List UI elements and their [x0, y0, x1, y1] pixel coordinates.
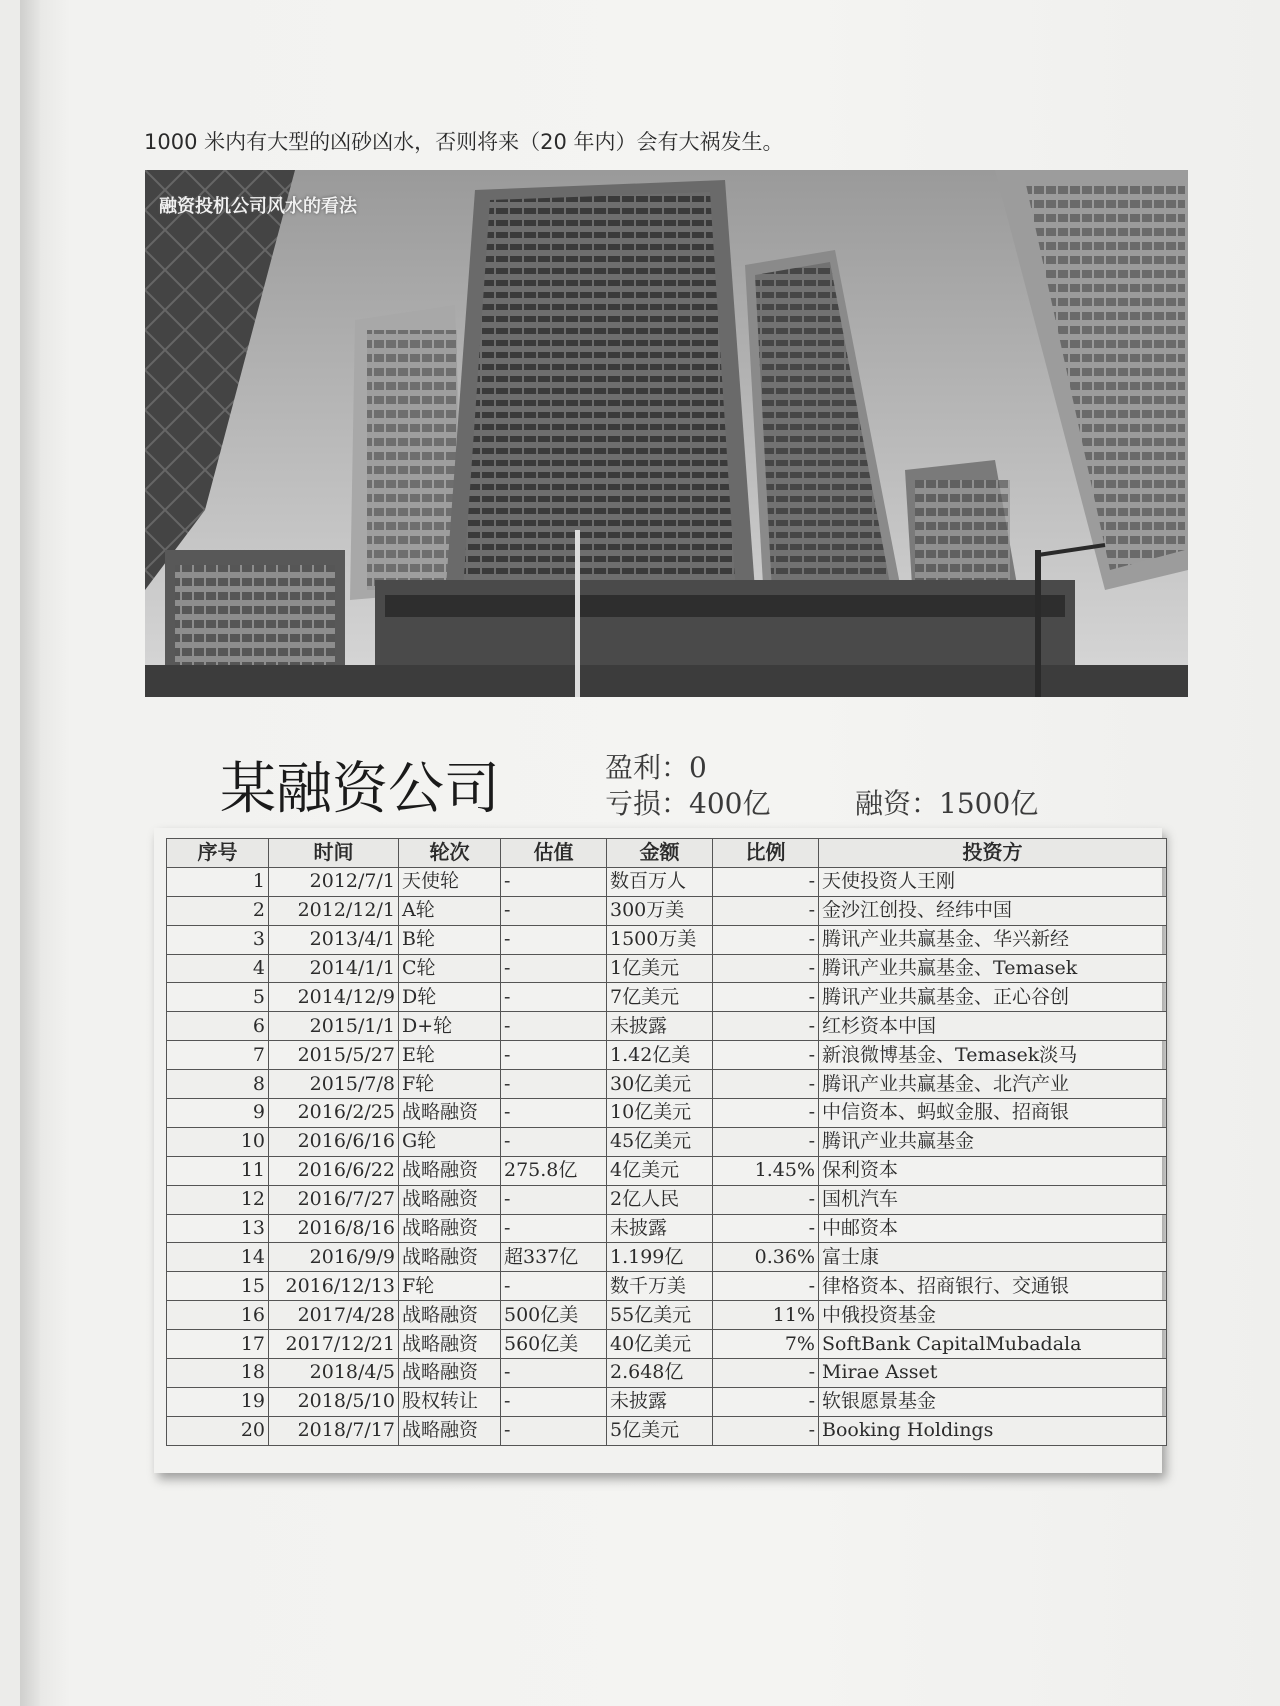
page-binding-shadow [20, 0, 40, 1706]
row-ratio: - [713, 1416, 819, 1445]
company-title: 某融资公司 [220, 757, 500, 822]
row-investors: 天使投资人王刚 [819, 867, 1167, 896]
table-row [167, 1099, 1167, 1128]
row-amount: 1.42亿美 [607, 1041, 713, 1070]
row-investors: 中邮资本 [819, 1214, 1167, 1243]
row-ratio: - [713, 1070, 819, 1099]
row-investors: 金沙江创投、经纬中国 [819, 896, 1167, 925]
row-ratio: - [713, 1387, 819, 1416]
row-number: 4 [167, 954, 269, 983]
row-valuation: - [501, 1272, 607, 1301]
row-round: 战略融资 [399, 1243, 501, 1272]
row-date: 2013/4/1 [269, 925, 399, 954]
row-number: 11 [167, 1156, 269, 1185]
row-investors: SoftBank CapitalMubadala [819, 1330, 1167, 1359]
row-date: 2018/4/5 [269, 1359, 399, 1388]
row-ratio: 0.36% [713, 1243, 819, 1272]
row-amount: 30亿美元 [607, 1070, 713, 1099]
row-investors: 中俄投资基金 [819, 1301, 1167, 1330]
column-header: 比例 [713, 839, 819, 868]
financing-rounds-table-card [154, 828, 1162, 1473]
row-number: 8 [167, 1070, 269, 1099]
row-ratio: - [713, 954, 819, 983]
row-valuation: - [501, 954, 607, 983]
row-number: 20 [167, 1416, 269, 1445]
row-valuation: - [501, 1359, 607, 1388]
row-amount: 300万美 [607, 896, 713, 925]
row-ratio: - [713, 1359, 819, 1388]
row-valuation: - [501, 1387, 607, 1416]
column-header: 序号 [167, 839, 269, 868]
row-ratio: - [713, 925, 819, 954]
row-number: 15 [167, 1272, 269, 1301]
row-round: 战略融资 [399, 1416, 501, 1445]
row-valuation: 超337亿 [501, 1243, 607, 1272]
profit-stat: 盈利：0 [605, 751, 707, 784]
row-round: 战略融资 [399, 1330, 501, 1359]
row-valuation: - [501, 896, 607, 925]
row-round: C轮 [399, 954, 501, 983]
row-amount: 40亿美元 [607, 1330, 713, 1359]
row-amount: 1.199亿 [607, 1243, 713, 1272]
row-number: 14 [167, 1243, 269, 1272]
row-investors: 律格资本、招商银行、交通银 [819, 1272, 1167, 1301]
skyscraper-illustration [145, 170, 1188, 697]
row-ratio: - [713, 1185, 819, 1214]
row-investors: 腾讯产业共赢基金、华兴新经 [819, 925, 1167, 954]
row-ratio: - [713, 983, 819, 1012]
row-round: D+轮 [399, 1012, 501, 1041]
row-ratio: - [713, 1127, 819, 1156]
financing-stat: 融资：1500亿 [855, 787, 1039, 820]
row-date: 2018/5/10 [269, 1387, 399, 1416]
row-investors: 腾讯产业共赢基金 [819, 1127, 1167, 1156]
row-ratio: 1.45% [713, 1156, 819, 1185]
column-header: 投资方 [819, 839, 1167, 868]
row-valuation: - [501, 1185, 607, 1214]
row-amount: 45亿美元 [607, 1127, 713, 1156]
table-row [167, 1243, 1167, 1272]
row-date: 2015/1/1 [269, 1012, 399, 1041]
financing-rounds-table [166, 838, 1167, 1446]
photo-caption: 融资投机公司风水的看法 [159, 196, 357, 217]
row-date: 2014/12/9 [269, 983, 399, 1012]
row-amount: 数百万人 [607, 867, 713, 896]
row-round: F轮 [399, 1272, 501, 1301]
table-row [167, 1272, 1167, 1301]
row-ratio: - [713, 1099, 819, 1128]
row-number: 9 [167, 1099, 269, 1128]
row-investors: 富士康 [819, 1243, 1167, 1272]
row-valuation: - [501, 1127, 607, 1156]
row-number: 5 [167, 983, 269, 1012]
row-date: 2012/7/1 [269, 867, 399, 896]
row-round: 股权转让 [399, 1387, 501, 1416]
column-header: 轮次 [399, 839, 501, 868]
table-row [167, 896, 1167, 925]
table-row [167, 1330, 1167, 1359]
row-round: D轮 [399, 983, 501, 1012]
row-amount: 4亿美元 [607, 1156, 713, 1185]
intro-text: 1000 米内有大型的凶砂凶水，否则将来（20 年内）会有大祸发生。 [144, 130, 784, 154]
row-valuation: 500亿美 [501, 1301, 607, 1330]
table-row [167, 954, 1167, 983]
row-amount: 10亿美元 [607, 1099, 713, 1128]
column-header: 金额 [607, 839, 713, 868]
row-investors: Mirae Asset [819, 1359, 1167, 1388]
row-round: 战略融资 [399, 1301, 501, 1330]
row-date: 2017/12/21 [269, 1330, 399, 1359]
table-row [167, 1416, 1167, 1445]
document-page [20, 0, 1280, 1706]
row-investors: 腾讯产业共赢基金、Temasek [819, 954, 1167, 983]
row-investors: 新浪微博基金、Temasek淡马 [819, 1041, 1167, 1070]
row-valuation: 275.8亿 [501, 1156, 607, 1185]
row-investors: 国机汽车 [819, 1185, 1167, 1214]
row-number: 13 [167, 1214, 269, 1243]
row-round: B轮 [399, 925, 501, 954]
row-valuation: - [501, 1214, 607, 1243]
row-number: 1 [167, 867, 269, 896]
row-valuation: 560亿美 [501, 1330, 607, 1359]
row-amount: 未披露 [607, 1387, 713, 1416]
row-investors: Booking Holdings [819, 1416, 1167, 1445]
row-amount: 数千万美 [607, 1272, 713, 1301]
row-valuation: - [501, 1012, 607, 1041]
row-date: 2016/6/16 [269, 1127, 399, 1156]
row-date: 2014/1/1 [269, 954, 399, 983]
row-ratio: 11% [713, 1301, 819, 1330]
row-round: F轮 [399, 1070, 501, 1099]
row-date: 2015/5/27 [269, 1041, 399, 1070]
row-number: 19 [167, 1387, 269, 1416]
row-date: 2012/12/1 [269, 896, 399, 925]
row-valuation: - [501, 983, 607, 1012]
row-amount: 2亿人民 [607, 1185, 713, 1214]
row-amount: 7亿美元 [607, 983, 713, 1012]
row-valuation: - [501, 867, 607, 896]
row-number: 10 [167, 1127, 269, 1156]
row-date: 2018/7/17 [269, 1416, 399, 1445]
row-ratio: - [713, 1272, 819, 1301]
loss-stat: 亏损：400亿 [605, 787, 771, 820]
row-ratio: - [713, 896, 819, 925]
row-investors: 软银愿景基金 [819, 1387, 1167, 1416]
row-valuation: - [501, 1099, 607, 1128]
row-amount: 1500万美 [607, 925, 713, 954]
table-row [167, 1387, 1167, 1416]
table-row [167, 1070, 1167, 1099]
row-round: G轮 [399, 1127, 501, 1156]
row-valuation: - [501, 1070, 607, 1099]
row-amount: 55亿美元 [607, 1301, 713, 1330]
row-date: 2015/7/8 [269, 1070, 399, 1099]
row-investors: 红杉资本中国 [819, 1012, 1167, 1041]
row-round: A轮 [399, 896, 501, 925]
column-header: 估值 [501, 839, 607, 868]
column-header: 时间 [269, 839, 399, 868]
table-row [167, 1301, 1167, 1330]
row-number: 7 [167, 1041, 269, 1070]
row-ratio: 7% [713, 1330, 819, 1359]
building-photo [145, 170, 1188, 697]
row-amount: 5亿美元 [607, 1416, 713, 1445]
table-row [167, 1012, 1167, 1041]
table-row [167, 1156, 1167, 1185]
row-valuation: - [501, 925, 607, 954]
row-date: 2016/2/25 [269, 1099, 399, 1128]
row-number: 6 [167, 1012, 269, 1041]
table-row [167, 867, 1167, 896]
row-date: 2016/12/13 [269, 1272, 399, 1301]
row-round: 战略融资 [399, 1099, 501, 1128]
table-row [167, 1041, 1167, 1070]
row-round: 战略融资 [399, 1185, 501, 1214]
row-round: E轮 [399, 1041, 501, 1070]
row-round: 战略融资 [399, 1359, 501, 1388]
table-row [167, 1359, 1167, 1388]
row-amount: 未披露 [607, 1214, 713, 1243]
row-number: 12 [167, 1185, 269, 1214]
row-amount: 未披露 [607, 1012, 713, 1041]
row-number: 2 [167, 896, 269, 925]
row-amount: 1亿美元 [607, 954, 713, 983]
table-row [167, 1214, 1167, 1243]
row-date: 2016/8/16 [269, 1214, 399, 1243]
row-date: 2017/4/28 [269, 1301, 399, 1330]
row-ratio: - [713, 867, 819, 896]
table-row [167, 983, 1167, 1012]
row-number: 3 [167, 925, 269, 954]
table-row [167, 1127, 1167, 1156]
row-round: 天使轮 [399, 867, 501, 896]
row-investors: 腾讯产业共赢基金、北汽产业 [819, 1070, 1167, 1099]
row-number: 18 [167, 1359, 269, 1388]
row-investors: 腾讯产业共赢基金、正心谷创 [819, 983, 1167, 1012]
row-investors: 中信资本、蚂蚁金服、招商银 [819, 1099, 1167, 1128]
table-row [167, 925, 1167, 954]
row-investors: 保利资本 [819, 1156, 1167, 1185]
row-valuation: - [501, 1416, 607, 1445]
row-ratio: - [713, 1041, 819, 1070]
row-valuation: - [501, 1041, 607, 1070]
row-number: 16 [167, 1301, 269, 1330]
row-amount: 2.648亿 [607, 1359, 713, 1388]
row-date: 2016/6/22 [269, 1156, 399, 1185]
row-date: 2016/7/27 [269, 1185, 399, 1214]
row-round: 战略融资 [399, 1156, 501, 1185]
row-ratio: - [713, 1012, 819, 1041]
table-row [167, 1185, 1167, 1214]
row-round: 战略融资 [399, 1214, 501, 1243]
table-header-row [167, 839, 1167, 868]
row-number: 17 [167, 1330, 269, 1359]
table-body [167, 867, 1167, 1445]
row-date: 2016/9/9 [269, 1243, 399, 1272]
row-ratio: - [713, 1214, 819, 1243]
